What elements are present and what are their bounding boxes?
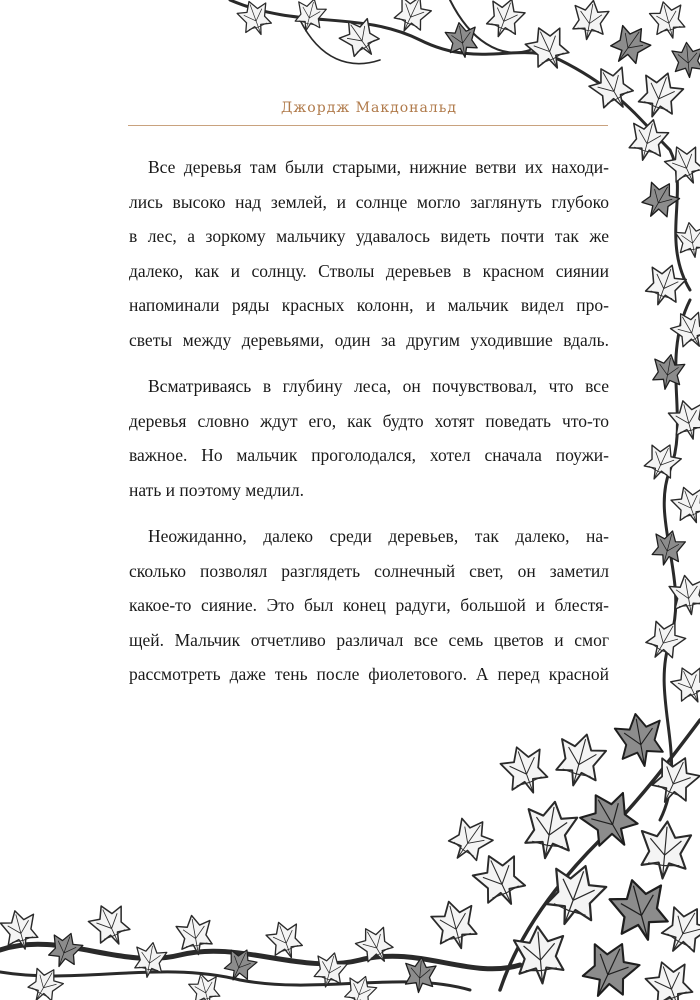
ivy-leaves-bottom-right [429, 710, 700, 1000]
text-line: Все деревья там были старыми, нижние ветви их находи- [148, 157, 609, 177]
text-line: лись высоко над землей, и солнце могло заглянуть глубоко [129, 191, 609, 212]
paragraph-1 [129, 150, 609, 357]
text-line: светы между деревьями, один за другим уходившие вдаль. [129, 329, 609, 350]
header-rule [128, 125, 608, 126]
text-line: сколько позволял разглядеть солнечный свет, он заметил [129, 560, 609, 581]
paragraph-2 [129, 369, 609, 507]
text-line: нать и поэтому медлил. [129, 479, 305, 500]
text-line: важное. Но мальчик проголодался, хотел сначала поужи- [129, 445, 609, 465]
text-line: деревья словно ждут его, как будто хотят поведать что-то [129, 410, 609, 431]
text-line: рассмотреть даже тень после фиолетового. А перед красной [129, 664, 609, 684]
paragraph-3 [129, 519, 609, 692]
text-line: Неожиданно, далеко среди деревьев, так далеко, на- [148, 526, 609, 546]
text-line: далеко, как и солнцу. Стволы деревьев в красном сиянии [129, 260, 609, 281]
body-text [129, 150, 609, 704]
running-head-author: Джордж Макдональд [281, 100, 457, 116]
text-line: Всматриваясь в глубину леса, он почувствовал, что все [148, 376, 609, 396]
text-line: щей. Мальчик отчетливо различал все семь цветов и смог [129, 629, 609, 650]
text-line: в лес, а зоркому мальчику удавалось видеть почти так же [129, 226, 609, 246]
text-line: какое-то сияние. Это был конец радуги, большой и блестя- [129, 595, 609, 615]
ivy-leaves-right [625, 115, 700, 709]
text-line: напоминали ряды красных колонн, и мальчик видел про- [129, 295, 609, 315]
